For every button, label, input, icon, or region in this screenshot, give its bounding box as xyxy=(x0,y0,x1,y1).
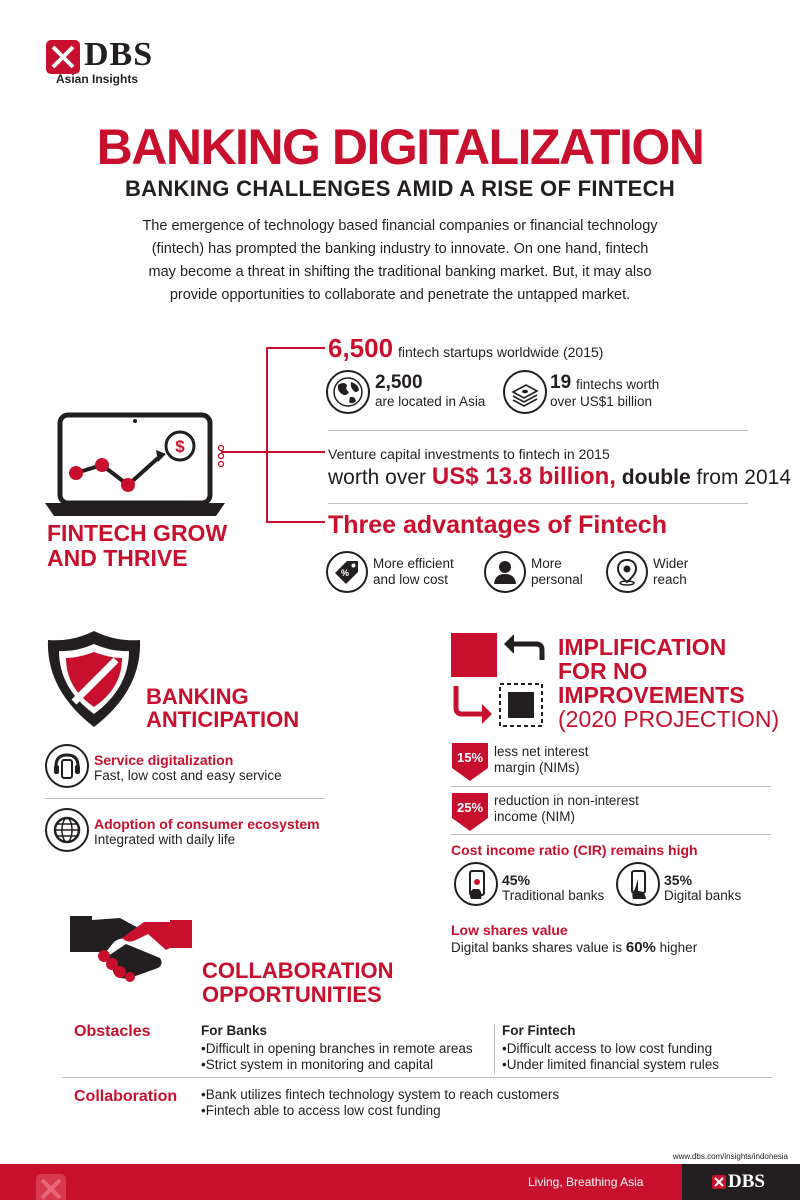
collab-label: Collaboration xyxy=(74,1088,178,1105)
dbs-watermark-icon xyxy=(34,1172,68,1200)
asia-value: 2,500 xyxy=(375,372,423,393)
globe-icon-art xyxy=(332,376,364,408)
nii-percent: 25% xyxy=(456,800,484,815)
collaboration-heading: OPPORTUNITIES xyxy=(202,982,382,1007)
fintech-item: •Difficult access to low cost funding xyxy=(502,1041,713,1056)
intro-line: may become a threat in shifting the traditional banking market. But, it may also xyxy=(148,264,652,280)
mobile-touch-icon xyxy=(616,862,660,906)
advantage-text: Wider xyxy=(653,556,689,571)
footer-bar xyxy=(0,1164,800,1200)
nim-text: less net interest xyxy=(494,744,589,759)
fintech-title: For Fintech xyxy=(502,1023,576,1038)
price-tag-icon xyxy=(326,551,368,593)
fintech-heading: AND THRIVE xyxy=(47,545,188,571)
shares-title: Low shares value xyxy=(451,922,568,938)
handshake-icon xyxy=(70,912,192,984)
trad-label: Traditional banks xyxy=(502,888,605,903)
advantage-text: More efficient xyxy=(373,556,454,571)
cir-title: Cost income ratio (CIR) remains high xyxy=(451,842,698,858)
anticipation-item-title: Adoption of consumer ecosystem xyxy=(94,816,320,832)
unicorn-value: 19 xyxy=(550,372,572,393)
location-pin-icon xyxy=(606,551,648,593)
banks-item: •Strict system in monitoring and capital xyxy=(201,1057,434,1072)
divider xyxy=(45,798,325,799)
asia-text: are located in Asia xyxy=(375,394,486,409)
anticipation-item-title: Service digitalization xyxy=(94,752,234,768)
advantage-text: and low cost xyxy=(373,572,449,587)
footer-url: www.dbs.com/insights/indonesia xyxy=(672,1152,788,1161)
dbs-logo xyxy=(46,38,166,88)
implification-heading: FOR NO xyxy=(558,658,648,684)
dig-pct: 35% xyxy=(664,872,693,888)
banks-item: •Difficult in opening branches in remote areas xyxy=(201,1041,473,1056)
column-divider xyxy=(494,1024,495,1074)
implification-heading: IMPLIFICATION xyxy=(558,634,727,660)
implification-heading: (2020 PROJECTION) xyxy=(558,706,780,732)
money-stack-icon xyxy=(503,370,547,414)
svg-text:$: $ xyxy=(175,437,185,456)
bank-phone-art xyxy=(465,869,489,901)
logo-brand: DBS xyxy=(84,36,154,73)
location-pin-art xyxy=(615,558,639,586)
globe-grid-icon xyxy=(45,808,89,852)
phone-headset-icon xyxy=(45,744,89,788)
collaboration-heading: COLLABORATION xyxy=(202,958,394,983)
intro-line: (fintech) has prompted the banking industry to innovate. On one hand, fintech xyxy=(151,241,649,257)
shares-pct: 60% xyxy=(625,939,656,956)
fintech-item: •Under limited financial system rules xyxy=(502,1057,720,1072)
intro-line: provide opportunities to collaborate and penetrate the untapped market. xyxy=(169,287,631,303)
page-title: BANKING DIGITALIZATION xyxy=(96,119,704,175)
bank-phone-icon xyxy=(454,862,498,906)
shares-text: Digital banks shares value is xyxy=(451,940,623,955)
nii-text: reduction in non-interest xyxy=(494,793,639,808)
footer-brand: DBS xyxy=(728,1171,765,1192)
startups-text: fintech startups worldwide (2015) xyxy=(398,344,604,360)
obstacles-label: Obstacles xyxy=(74,1023,151,1040)
divider xyxy=(328,503,748,504)
collab-item: •Bank utilizes fintech technology system to reach customers xyxy=(201,1087,560,1102)
page-subtitle: BANKING CHALLENGES AMID A RISE OF FINTECH xyxy=(124,176,676,201)
globe-grid-art xyxy=(53,816,81,844)
vc-double: double xyxy=(621,466,691,489)
collab-item: •Fintech able to access low cost funding xyxy=(201,1103,441,1118)
globe-icon xyxy=(326,370,370,414)
divider xyxy=(451,786,771,787)
divider xyxy=(62,1077,772,1078)
unicorn-text: over US$1 billion xyxy=(550,394,653,409)
advantages-title: Three advantages of Fintech xyxy=(328,511,667,539)
connector-bracket xyxy=(215,340,335,530)
vc-worth-line xyxy=(328,463,791,491)
dig-label: Digital banks xyxy=(664,888,742,903)
money-stack-art xyxy=(510,378,540,408)
shares-tail: higher xyxy=(659,940,698,955)
anticipation-heading: ANTICIPATION xyxy=(146,707,300,732)
phone-headset-art xyxy=(53,752,81,780)
person-icon xyxy=(484,551,526,593)
vc-worth: worth over xyxy=(328,466,427,489)
vc-from: from 2014 xyxy=(696,466,792,489)
footer-dbs-icon xyxy=(712,1175,726,1189)
anticipation-heading: BANKING xyxy=(146,684,249,709)
person-art xyxy=(493,559,517,585)
divider xyxy=(328,430,748,431)
nim-text: margin (NIMs) xyxy=(494,760,580,775)
transition-icon xyxy=(448,630,552,730)
advantage-text: More xyxy=(531,556,562,571)
shield-icon xyxy=(44,628,144,730)
startups-value: 6,500 xyxy=(328,333,394,363)
intro-line: The emergence of technology based financial companies or financial technology xyxy=(142,218,658,234)
divider xyxy=(451,834,771,835)
advantage-text: reach xyxy=(653,572,687,587)
anticipation-item-text: Fast, low cost and easy service xyxy=(94,768,282,783)
svg-text:%: % xyxy=(340,568,350,578)
mobile-touch-art xyxy=(627,869,651,901)
banks-title: For Banks xyxy=(201,1023,268,1038)
laptop-growth-icon xyxy=(40,410,230,520)
vc-text: Venture capital investments to fintech in 2015 xyxy=(328,446,610,462)
unicorn-text: fintechs worth xyxy=(576,377,660,392)
price-tag-art xyxy=(334,559,360,585)
nim-percent: 15% xyxy=(456,750,484,765)
anticipation-item-text: Integrated with daily life xyxy=(94,832,236,847)
advantage-text: personal xyxy=(531,572,583,587)
shares-line xyxy=(451,939,697,956)
footer-tagline: Living, Breathing Asia xyxy=(528,1175,644,1189)
dbs-star-icon xyxy=(46,40,80,74)
logo-sub: Asian Insights xyxy=(56,72,139,86)
implification-heading: IMPROVEMENTS xyxy=(558,682,745,708)
nii-text: income (NIM) xyxy=(494,809,576,824)
footer-brand-box xyxy=(682,1164,800,1200)
fintech-heading: FINTECH GROW xyxy=(47,520,228,546)
vc-amount: US$ 13.8 billion, xyxy=(431,463,616,490)
trad-pct: 45% xyxy=(502,872,531,888)
